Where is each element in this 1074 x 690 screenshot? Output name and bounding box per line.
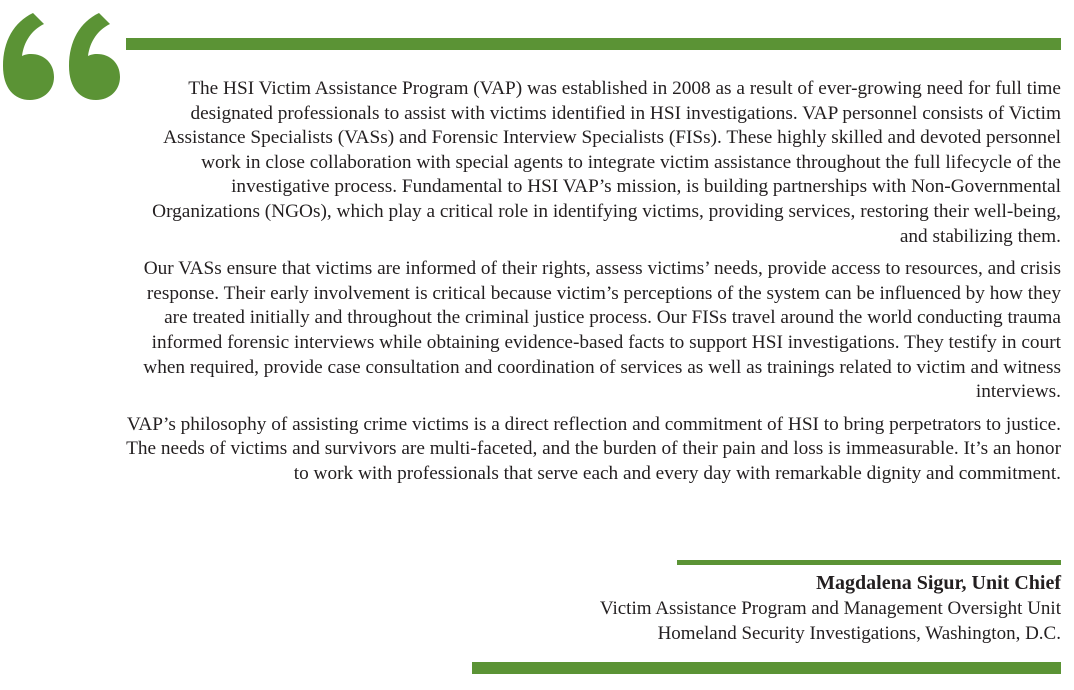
signature-organization: Homeland Security Investigations, Washington, D.C.	[657, 623, 1061, 644]
quote-body	[126, 77, 1061, 495]
signature-divider-bar	[677, 560, 1061, 565]
quote-paragraph-1: The HSI Victim Assistance Program (VAP) was established in 2008 as a result of ever-growing need for full time designated professionals to assist with victims identified in HSI investigations. VAP personnel consists of Victim Assistance Specialists (VASs) and Forensic Interview Specialists (FISs). These highly skilled and devoted personnel work in close collaboration with special agents to integrate victim assistance throughout the full lifecycle of the investigative process. Fundamental to HSI VAP’s mission, is building partnerships with Non-Governmental Organizations (NGOs), which play a critical role in identifying victims, providing services, restoring their well-being, and stabilizing them.	[152, 78, 1061, 247]
signature-unit: Victim Assistance Program and Management Oversight Unit	[599, 598, 1061, 619]
left-double-quotation-mark-icon	[0, 8, 122, 104]
quote-paragraph-3: VAP’s philosophy of assisting crime victims is a direct reflection and commitment of HSI to bring perpetrators to justice. The needs of victims and survivors are multi-faceted, and the burden of their pain and loss is immeasurable. It’s an honor to work with professionals that serve each and every day with remarkable dignity and commitment.	[126, 413, 1061, 484]
signature-name: Magdalena Sigur, Unit Chief	[816, 572, 1061, 594]
bottom-divider-bar	[472, 662, 1061, 674]
signature-block	[461, 571, 1061, 646]
top-divider-bar	[126, 38, 1061, 50]
quote-paragraph-2: Our VASs ensure that victims are informed of their rights, assess victims’ needs, provide access to resources, and crisis response. Their early involvement is critical because victim’s perceptions of the system can be influenced by how they are treated initially and throughout the criminal justice process. Our FISs travel around the world conducting trauma informed forensic interviews while obtaining evidence-based facts to support HSI investigations. They testify in court when required, provide case consultation and coordination of services as well as trainings related to victim and witness interviews.	[143, 258, 1061, 403]
